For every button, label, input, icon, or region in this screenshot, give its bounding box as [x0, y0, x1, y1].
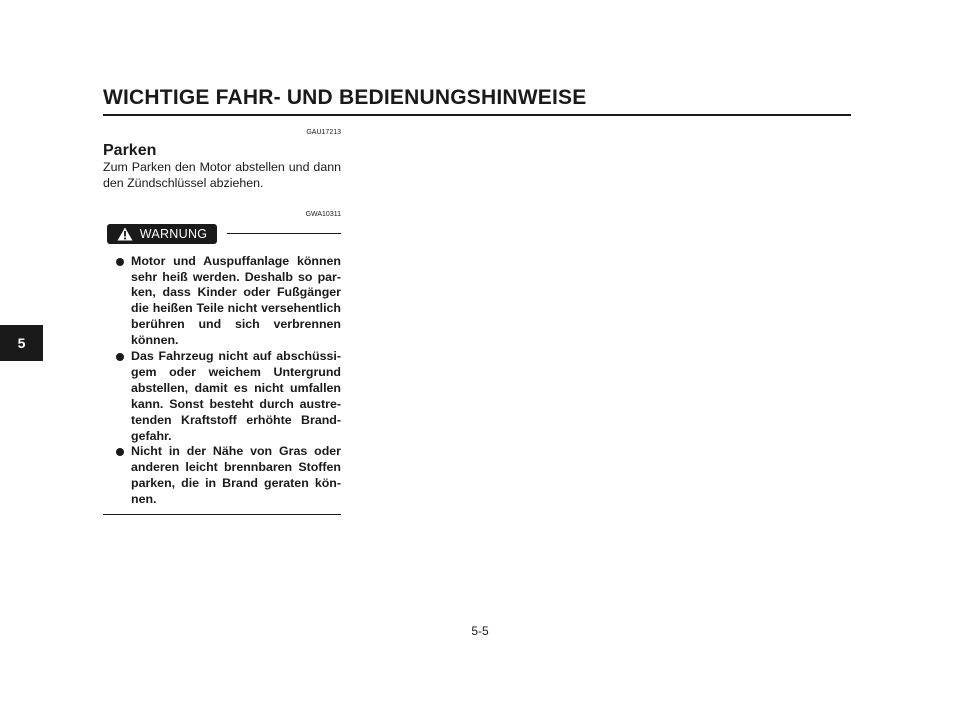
warning-ref-code: GWA10311	[305, 210, 341, 218]
content-column	[103, 128, 341, 515]
warning-label: WARNUNG	[139, 226, 208, 241]
warning-item-text: Nicht in der Nähe von Gras oder anderen leicht brennbaren Stoffen parken, die in Brand geraten können.	[131, 444, 341, 507]
bullet-icon	[116, 448, 124, 456]
warning-item	[103, 254, 341, 349]
warning-badge	[107, 224, 217, 244]
bullet-icon	[116, 258, 124, 266]
warning-bottom-rule	[103, 514, 341, 515]
warning-item	[103, 444, 341, 508]
header-divider	[103, 114, 851, 116]
section-ref-code: GAU17213	[306, 129, 341, 136]
warning-item-text: Motor und Auspuffanlage können sehr heiß werden. Deshalb so parken, dass Kinder oder Fußgänger die heißen Teile nicht versehentlich berühren und sich verbrennen können.	[131, 253, 341, 348]
warning-top-rule	[227, 233, 341, 234]
section-heading: Parken	[103, 142, 157, 159]
page-number: 5-5	[471, 624, 489, 638]
section-body: Zum Parken den Motor abstellen und dann den Zündschlüssel abziehen.	[103, 160, 341, 190]
chapter-tab: 5	[0, 325, 43, 361]
chapter-title: WICHTIGE FAHR- UND BEDIENUNGSHINWEISE	[103, 86, 587, 109]
warning-item-text: Das Fahrzeug nicht auf abschüssigem oder weichem Untergrund abstellen, damit es nicht umfallen kann. Sonst besteht durch austretenden Kraftstoff erhöhte Brandgefahr.	[131, 349, 341, 443]
warning-triangle-icon	[117, 227, 133, 241]
bullet-icon	[116, 353, 124, 361]
warning-item	[103, 349, 341, 444]
warning-list	[103, 254, 341, 509]
warning-header	[103, 224, 341, 246]
